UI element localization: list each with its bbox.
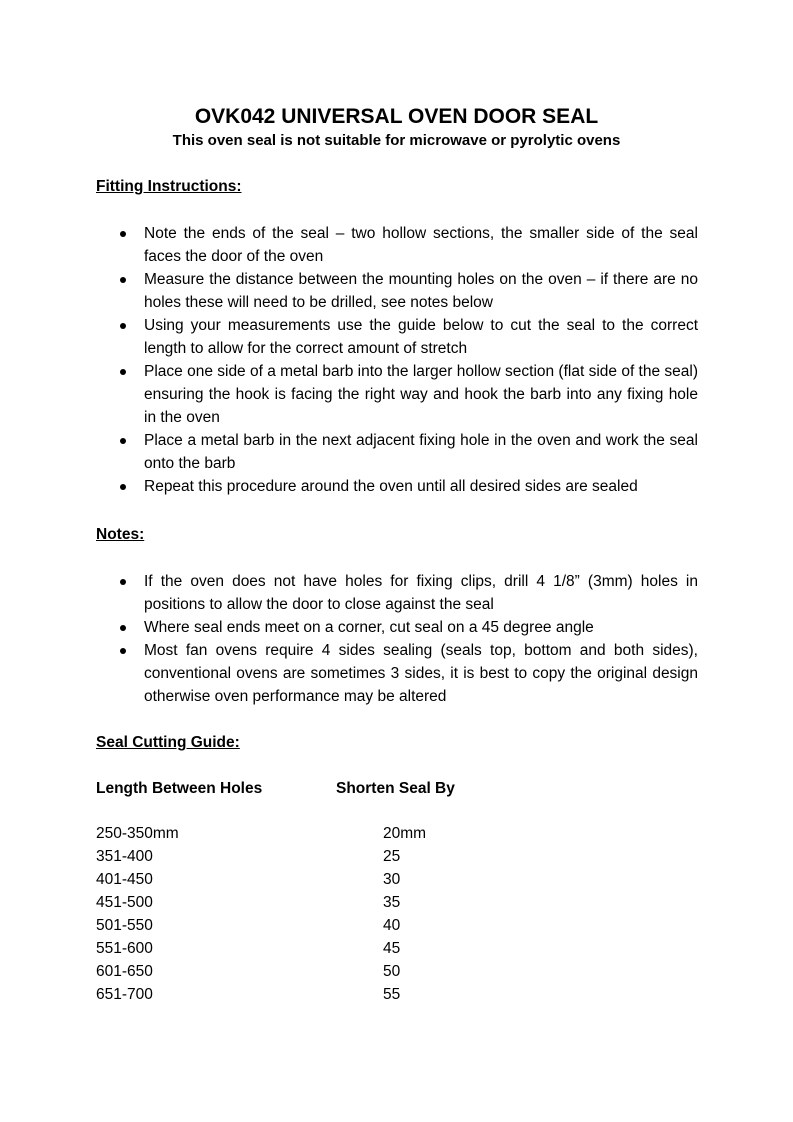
table-row [96,891,516,914]
shorten-cell: 25 [383,848,401,865]
shorten-cell: 55 [383,986,401,1003]
list-item: Most fan ovens require 4 sides sealing (seals top, bottom and both sides), conventional ovens are sometimes 3 sides, it is best to copy the original design otherwise oven performance may be altered [118,639,698,708]
length-cell: 250-350mm [96,825,179,842]
list-item: Using your measurements use the guide below to cut the seal to the correct length to allow for the correct amount of stretch [118,314,698,360]
length-cell: 451-500 [96,894,153,911]
length-cell: 401-450 [96,871,153,888]
list-item: Note the ends of the seal – two hollow sections, the smaller side of the seal faces the door of the oven [118,222,698,268]
table-row [96,914,516,937]
fitting-instructions-heading: Fitting Instructions: [96,178,242,195]
list-item: If the oven does not have holes for fixing clips, drill 4 1/8” (3mm) holes in positions to allow the door to close against the seal [118,570,698,616]
table-row [96,868,516,891]
shorten-cell: 40 [383,917,401,934]
shorten-cell: 45 [383,940,401,957]
document-title: OVK042 UNIVERSAL OVEN DOOR SEAL [194,105,599,128]
table-row [96,822,516,845]
length-cell: 601-650 [96,963,153,980]
length-cell: 551-600 [96,940,153,957]
list-item: Repeat this procedure around the oven until all desired sides are sealed [118,475,698,498]
fitting-instructions-list [118,222,698,498]
shorten-cell: 20mm [383,825,427,842]
shorten-cell: 30 [383,871,401,888]
table-row [96,845,516,868]
table-row [96,983,516,1006]
shorten-cell: 35 [383,894,401,911]
list-item: Where seal ends meet on a corner, cut seal on a 45 degree angle [118,616,698,639]
list-item: Measure the distance between the mounting holes on the oven – if there are no holes these will need to be drilled, see notes below [118,268,698,314]
seal-cutting-table [96,777,516,1006]
notes-heading: Notes: [96,526,145,543]
list-item: Place one side of a metal barb into the larger hollow section (flat side of the seal) ensuring the hook is facing the right way and hook the barb into any fixing hole in the oven [118,360,698,429]
table-row [96,937,516,960]
length-cell: 351-400 [96,848,153,865]
length-cell: 501-550 [96,917,153,934]
table-body [96,822,516,1006]
column-header-shorten: Shorten Seal By [336,780,455,797]
document-subtitle: This oven seal is not suitable for microwave or pyrolytic ovens [172,132,621,149]
table-row [96,960,516,983]
shorten-cell: 50 [383,963,401,980]
seal-cutting-guide-heading: Seal Cutting Guide: [96,734,240,751]
column-header-length: Length Between Holes [96,780,263,797]
table-header-row [96,777,516,800]
list-item: Place a metal barb in the next adjacent fixing hole in the oven and work the seal onto the barb [118,429,698,475]
length-cell: 651-700 [96,986,153,1003]
notes-list [118,570,698,708]
